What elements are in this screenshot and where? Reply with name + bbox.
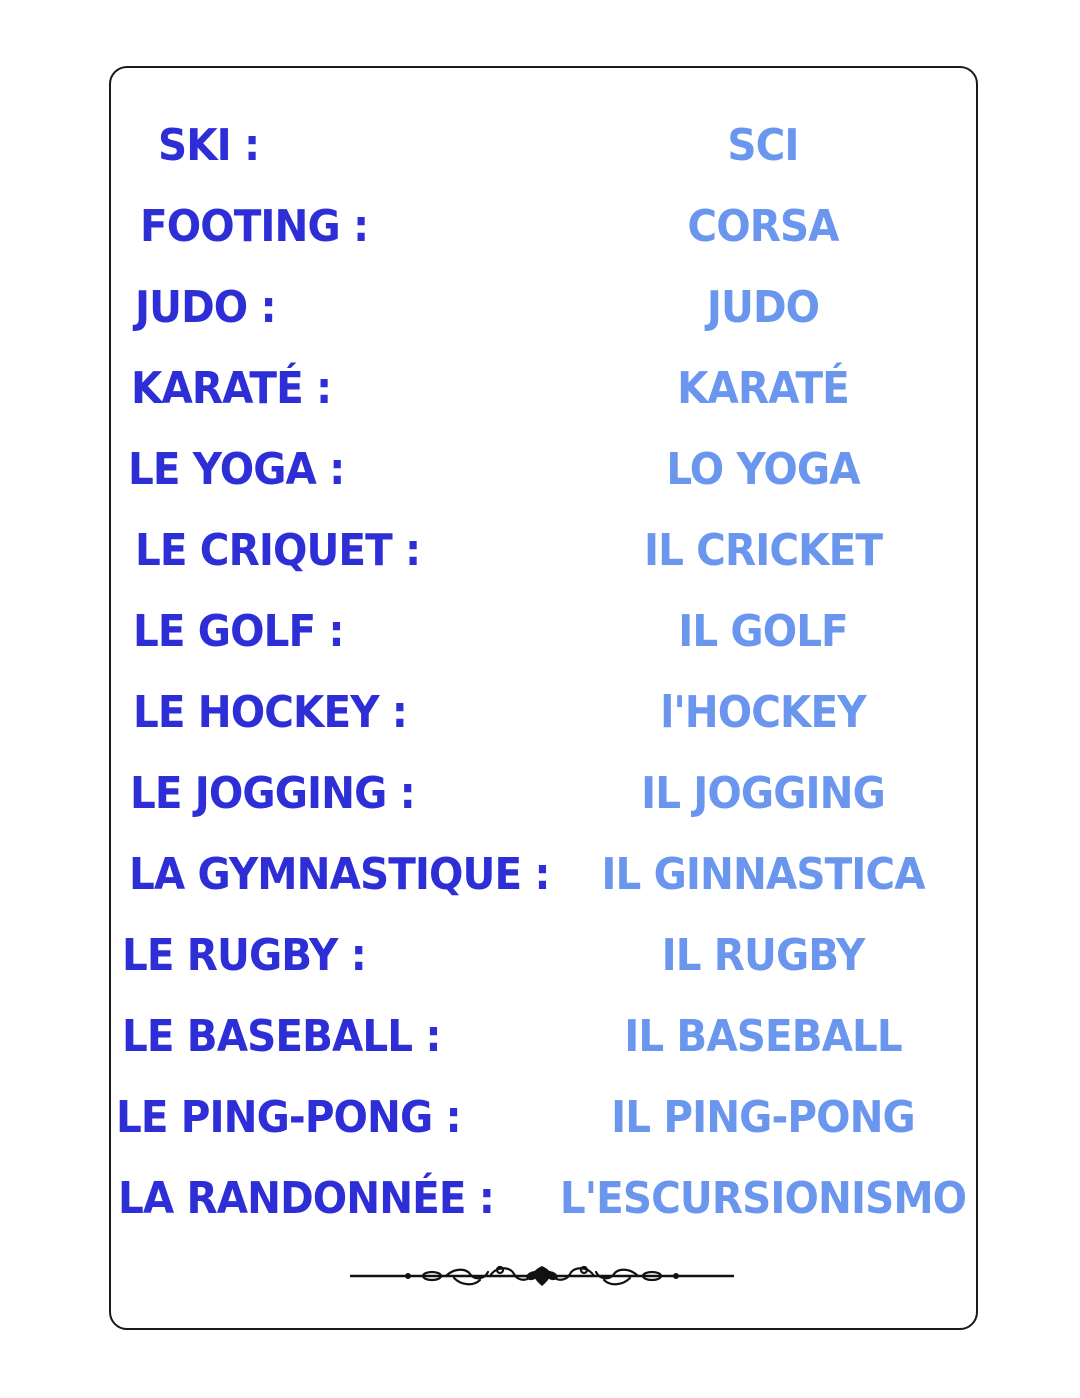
vocabulary-row xyxy=(0,105,1080,186)
vocabulary-row xyxy=(0,753,1080,834)
french-term: LE RUGBY : xyxy=(122,930,366,981)
french-term: FOOTING : xyxy=(140,201,369,252)
vocabulary-row xyxy=(0,591,1080,672)
french-term: LE PING-PONG : xyxy=(116,1092,461,1143)
vocabulary-row xyxy=(0,672,1080,753)
italian-term: l'HOCKEY xyxy=(660,687,866,738)
italian-term: IL GOLF xyxy=(678,606,848,657)
french-term: LE JOGGING : xyxy=(130,768,415,819)
french-term: LA RANDONNÉE : xyxy=(118,1173,495,1224)
french-term: LE GOLF : xyxy=(133,606,344,657)
vocabulary-row xyxy=(0,510,1080,591)
italian-term: IL RUGBY xyxy=(661,930,865,981)
italian-term: JUDO xyxy=(706,282,820,333)
french-term: LE HOCKEY : xyxy=(133,687,408,738)
french-term: SKI : xyxy=(158,120,260,171)
french-term: LA GYMNASTIQUE : xyxy=(129,849,550,900)
italian-term: CORSA xyxy=(687,201,839,252)
italian-term: IL PING-PONG xyxy=(611,1092,915,1143)
vocabulary-row xyxy=(0,186,1080,267)
french-term: LE BASEBALL : xyxy=(122,1011,441,1062)
french-term: JUDO : xyxy=(135,282,276,333)
vocabulary-row xyxy=(0,834,1080,915)
french-term: LE CRIQUET : xyxy=(135,525,421,576)
vocabulary-row xyxy=(0,915,1080,996)
ornament-divider-icon xyxy=(350,1262,734,1290)
vocabulary-row xyxy=(0,1158,1080,1239)
italian-term: IL GINNASTICA xyxy=(601,849,925,900)
vocabulary-row xyxy=(0,1077,1080,1158)
italian-term: IL JOGGING xyxy=(641,768,885,819)
vocabulary-row xyxy=(0,267,1080,348)
italian-term: IL CRICKET xyxy=(643,525,883,576)
italian-term: KARATÉ xyxy=(677,363,849,414)
italian-term: LO YOGA xyxy=(666,444,860,495)
italian-term: SCI xyxy=(727,120,799,171)
italian-term: L'ESCURSIONISMO xyxy=(559,1173,967,1224)
french-term: LE YOGA : xyxy=(128,444,345,495)
vocabulary-row xyxy=(0,996,1080,1077)
french-term: KARATÉ : xyxy=(131,363,332,414)
italian-term: IL BASEBALL xyxy=(624,1011,902,1062)
vocabulary-row xyxy=(0,348,1080,429)
vocabulary-row xyxy=(0,429,1080,510)
